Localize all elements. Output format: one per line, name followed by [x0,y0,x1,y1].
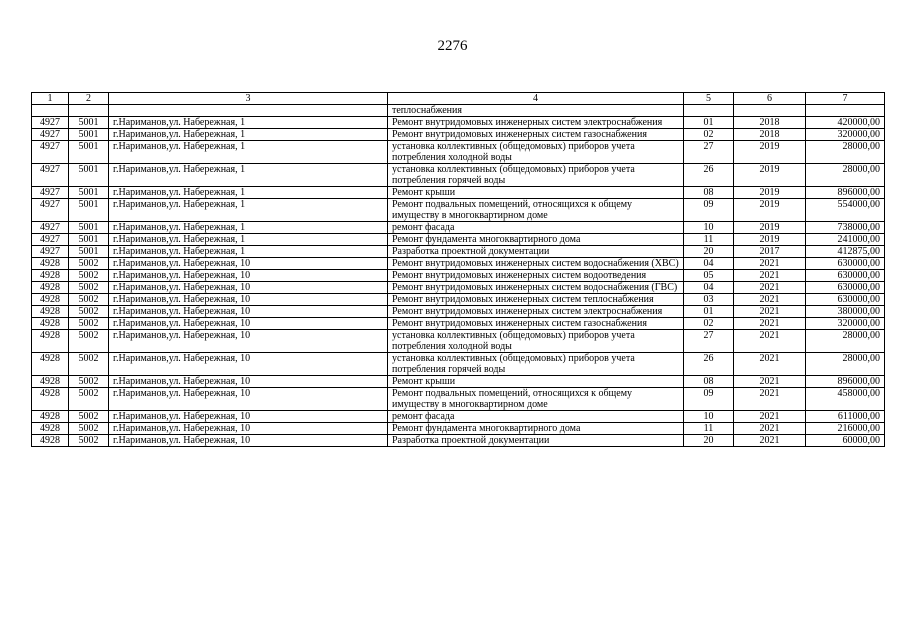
table-row [32,234,885,246]
table-cell: 4928 [32,258,69,270]
table-row [32,129,885,141]
column-header: 5 [684,93,734,105]
table-cell: 320000,00 [806,318,885,330]
table-row [32,294,885,306]
table-cell: 2021 [734,306,806,318]
table-cell: 2021 [734,423,806,435]
table-cell: 458000,00 [806,388,885,411]
table-cell: 4927 [32,234,69,246]
table-cell: 611000,00 [806,411,885,423]
table-cell: 554000,00 [806,199,885,222]
table-cell: 5001 [69,117,109,129]
table-cell: 2019 [734,187,806,199]
table-row [32,306,885,318]
table-cell: 5001 [69,199,109,222]
table-cell: 26 [684,164,734,187]
table-cell: 5001 [69,141,109,164]
header-row [32,93,885,105]
table-cell: 01 [684,306,734,318]
table-cell: 2021 [734,330,806,353]
table-cell: 27 [684,330,734,353]
table-cell: 5001 [69,164,109,187]
table-cell: 896000,00 [806,187,885,199]
table-cell: 4927 [32,129,69,141]
table-cell: 5002 [69,388,109,411]
table-cell: 4927 [32,117,69,129]
table-cell: г.Нариманов,ул. Набережная, 10 [109,376,388,388]
table-cell: 4927 [32,199,69,222]
table-row [32,435,885,447]
table-cell: г.Нариманов,ул. Набережная, 1 [109,222,388,234]
table-cell: 630000,00 [806,270,885,282]
table-cell: 4928 [32,306,69,318]
table-cell: установка коллективных (общедомовых) приборов учета потребления горячей воды [388,353,684,376]
table-row [32,164,885,187]
column-header: 4 [388,93,684,105]
table-cell: 5002 [69,258,109,270]
table-cell: 5002 [69,330,109,353]
table-row [32,258,885,270]
table-cell: 4928 [32,318,69,330]
table-cell: 5002 [69,270,109,282]
table-cell: 2021 [734,270,806,282]
table-cell: 5002 [69,306,109,318]
repair-schedule-table [31,92,885,447]
table-cell: Ремонт крыши [388,376,684,388]
table-cell: 09 [684,199,734,222]
table-cell: Ремонт внутридомовых инженерных систем водоснабжения (ХВС) [388,258,684,270]
table-row [32,330,885,353]
table-cell: г.Нариманов,ул. Набережная, 10 [109,318,388,330]
column-header: 3 [109,93,388,105]
table-cell: Ремонт внутридомовых инженерных систем водоотведения [388,270,684,282]
table-cell: 2021 [734,411,806,423]
table-row [32,117,885,129]
table-cell: г.Нариманов,ул. Набережная, 1 [109,187,388,199]
table-cell: 2021 [734,353,806,376]
table-cell: 2019 [734,141,806,164]
table-cell: г.Нариманов,ул. Набережная, 1 [109,141,388,164]
table-cell: 896000,00 [806,376,885,388]
table-cell: 26 [684,353,734,376]
table-cell: 10 [684,411,734,423]
table-cell: 4928 [32,376,69,388]
table-cell: Ремонт подвальных помещений, относящихся к общему имуществу в многоквартирном доме [388,388,684,411]
table-cell: 4928 [32,270,69,282]
table-cell: 4927 [32,141,69,164]
table-cell: г.Нариманов,ул. Набережная, 10 [109,258,388,270]
table-row [32,199,885,222]
table-cell: г.Нариманов,ул. Набережная, 10 [109,294,388,306]
table-cell: теплоснабжения [388,105,684,117]
table-cell: 2018 [734,129,806,141]
table-cell: 4928 [32,423,69,435]
table-row [32,187,885,199]
table-cell: 5001 [69,234,109,246]
table-cell: 2019 [734,199,806,222]
table-cell: Ремонт фундамента многоквартирного дома [388,234,684,246]
table-cell: Разработка проектной документации [388,246,684,258]
table-cell: 4928 [32,388,69,411]
table-cell: Ремонт внутридомовых инженерных систем газоснабжения [388,318,684,330]
table-cell: Ремонт внутридомовых инженерных систем теплоснабжения [388,294,684,306]
table-cell: 241000,00 [806,234,885,246]
table-cell: 5001 [69,187,109,199]
table-cell: 2021 [734,258,806,270]
column-header: 1 [32,93,69,105]
table-row [32,411,885,423]
table-cell: 2021 [734,376,806,388]
table-cell: 08 [684,187,734,199]
table-cell: г.Нариманов,ул. Набережная, 10 [109,282,388,294]
table-cell: г.Нариманов,ул. Набережная, 10 [109,435,388,447]
table-cell: 2021 [734,282,806,294]
table-cell: Разработка проектной документации [388,435,684,447]
table-cell: г.Нариманов,ул. Набережная, 10 [109,411,388,423]
table-cell: 2021 [734,294,806,306]
table-cell [32,105,69,117]
table-cell: 20 [684,435,734,447]
table-row [32,141,885,164]
table-cell: 4927 [32,187,69,199]
table-cell: г.Нариманов,ул. Набережная, 10 [109,353,388,376]
table-cell: 420000,00 [806,117,885,129]
table-row [32,318,885,330]
table-cell: 5002 [69,318,109,330]
table-cell: 10 [684,222,734,234]
table-cell [806,105,885,117]
table-cell: 630000,00 [806,282,885,294]
table-cell: 11 [684,423,734,435]
table-cell: 5002 [69,423,109,435]
table-cell: 4928 [32,330,69,353]
table-cell: 5001 [69,129,109,141]
table-cell: 738000,00 [806,222,885,234]
table-cell: г.Нариманов,ул. Набережная, 1 [109,164,388,187]
table-cell: 28000,00 [806,164,885,187]
table-cell: 2019 [734,164,806,187]
table-cell: 2021 [734,435,806,447]
table-row [32,222,885,234]
table-row [32,388,885,411]
table-cell: 5001 [69,246,109,258]
table-row [32,353,885,376]
table-cell: ремонт фасада [388,411,684,423]
table-cell: 02 [684,129,734,141]
table-cell: 27 [684,141,734,164]
table-cell: 5001 [69,222,109,234]
table-cell: 5002 [69,353,109,376]
table-cell: 28000,00 [806,141,885,164]
table-row [32,282,885,294]
table-body [32,105,885,447]
page-number: 2276 [437,38,468,54]
table-cell: Ремонт внутридомовых инженерных систем электроснабжения [388,306,684,318]
table-cell [69,105,109,117]
table-cell: установка коллективных (общедомовых) приборов учета потребления холодной воды [388,141,684,164]
table-cell: г.Нариманов,ул. Набережная, 10 [109,306,388,318]
table-cell: г.Нариманов,ул. Набережная, 10 [109,423,388,435]
table-cell: 412875,00 [806,246,885,258]
table-cell: 4927 [32,222,69,234]
table-cell: 5002 [69,376,109,388]
table-row [32,270,885,282]
table-cell: Ремонт внутридомовых инженерных систем водоснабжения (ГВС) [388,282,684,294]
table-cell: 2019 [734,222,806,234]
table-row [32,246,885,258]
table-cell: ремонт фасада [388,222,684,234]
table-cell: Ремонт внутридомовых инженерных систем газоснабжения [388,129,684,141]
table-row [32,105,885,117]
table-cell: 09 [684,388,734,411]
table-cell: 2019 [734,234,806,246]
column-header: 7 [806,93,885,105]
table-cell [109,105,388,117]
table-cell: 5002 [69,294,109,306]
table-cell: 28000,00 [806,330,885,353]
table-cell: г.Нариманов,ул. Набережная, 1 [109,246,388,258]
table-cell: 02 [684,318,734,330]
table-cell: 5002 [69,282,109,294]
table-cell: установка коллективных (общедомовых) приборов учета потребления горячей воды [388,164,684,187]
table-cell: 01 [684,117,734,129]
table-cell: 380000,00 [806,306,885,318]
table-cell: г.Нариманов,ул. Набережная, 10 [109,270,388,282]
table-cell: г.Нариманов,ул. Набережная, 1 [109,129,388,141]
table-cell: 4928 [32,282,69,294]
table-cell [734,105,806,117]
table-cell: 630000,00 [806,294,885,306]
table-cell: 08 [684,376,734,388]
column-header: 6 [734,93,806,105]
table-cell: Ремонт фундамента многоквартирного дома [388,423,684,435]
table-cell: 05 [684,270,734,282]
table-row [32,376,885,388]
table-cell: 2021 [734,318,806,330]
table-cell: 04 [684,282,734,294]
table-cell: 60000,00 [806,435,885,447]
table-row [32,423,885,435]
table-cell: 04 [684,258,734,270]
column-header: 2 [69,93,109,105]
table-cell: 4927 [32,246,69,258]
table-cell: 2018 [734,117,806,129]
table-cell: 20 [684,246,734,258]
table-cell: г.Нариманов,ул. Набережная, 1 [109,199,388,222]
table-cell: г.Нариманов,ул. Набережная, 10 [109,330,388,353]
table-cell: г.Нариманов,ул. Набережная, 1 [109,117,388,129]
table-cell: 5002 [69,435,109,447]
table-cell: 03 [684,294,734,306]
table-cell: Ремонт крыши [388,187,684,199]
table-cell: г.Нариманов,ул. Набережная, 10 [109,388,388,411]
table-cell: 320000,00 [806,129,885,141]
table-cell: 4928 [32,411,69,423]
table-cell: 4928 [32,353,69,376]
table-cell: 11 [684,234,734,246]
table-cell [684,105,734,117]
table-cell: 4928 [32,294,69,306]
table-cell: 5002 [69,411,109,423]
table-cell: 4927 [32,164,69,187]
table-cell: 4928 [32,435,69,447]
table-cell: 216000,00 [806,423,885,435]
table-cell: Ремонт внутридомовых инженерных систем электроснабжения [388,117,684,129]
table-cell: Ремонт подвальных помещений, относящихся к общему имуществу в многоквартирном доме [388,199,684,222]
table-cell: 28000,00 [806,353,885,376]
table-cell: установка коллективных (общедомовых) приборов учета потребления холодной воды [388,330,684,353]
table-cell: 2021 [734,388,806,411]
table-cell: г.Нариманов,ул. Набережная, 1 [109,234,388,246]
table-cell: 630000,00 [806,258,885,270]
table-cell: 2017 [734,246,806,258]
